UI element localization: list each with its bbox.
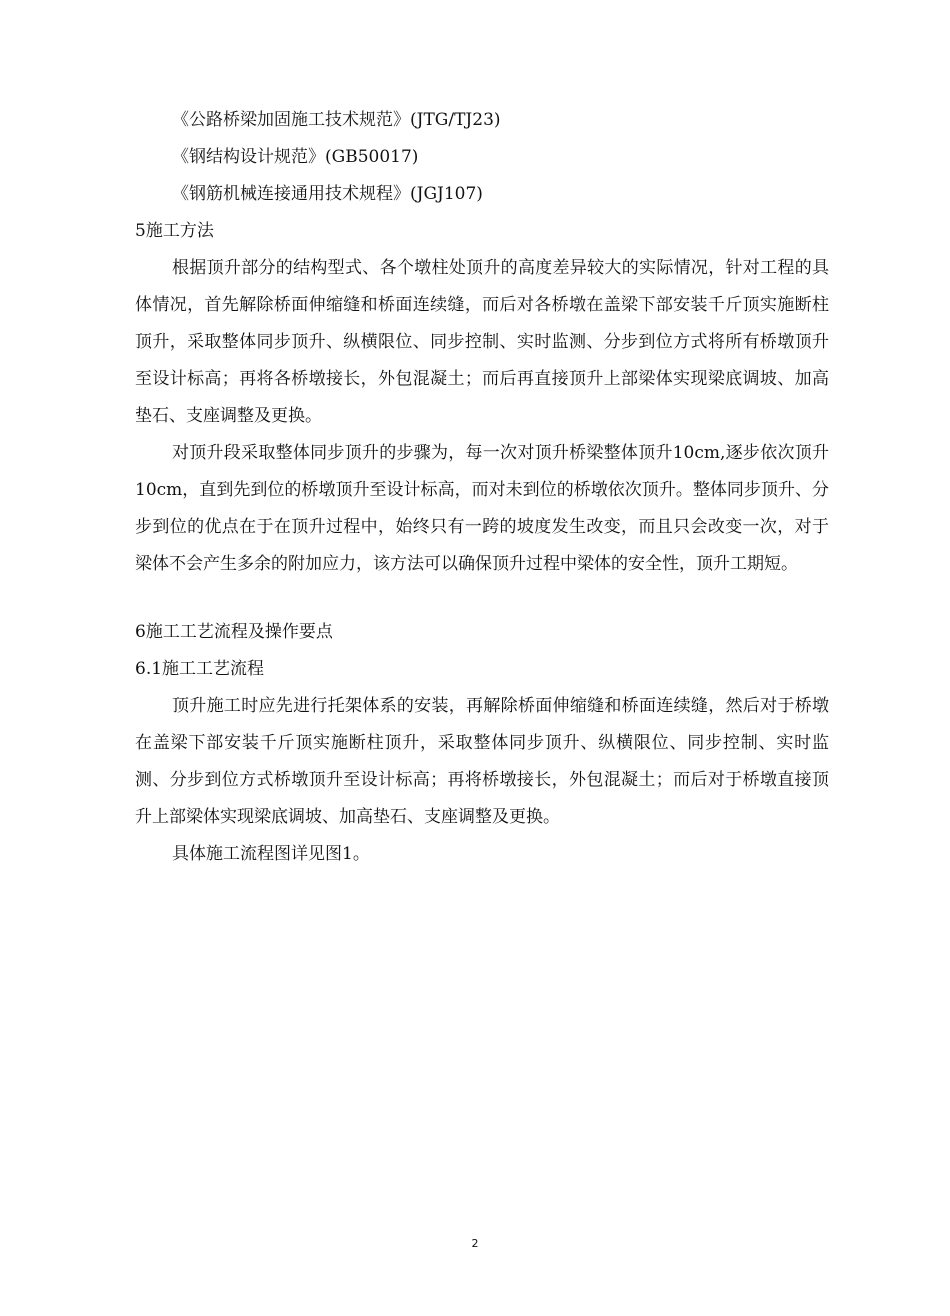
section-5-paragraph-2: 对顶升段采取整体同步顶升的步骤为，每一次对顶升桥梁整体顶升10cm,逐步依次顶升10cm，直到先到位的桥墩顶升至设计标高，而对未到位的桥墩依次顶升。整体同步顶升、分步到位的优点在于在顶升过程中，始终只有一跨的坡度发生改变，而且只会改变一次，对于梁体不会产生多余的附加应力，该方法可以确保顶升过程中梁体的安全性，顶升工期短。 [135, 443, 829, 574]
reference-3: 《钢筋机械连接通用技术规程》(JGJ107) [172, 184, 483, 204]
section-6-heading: 6施工工艺流程及操作要点 [135, 622, 333, 642]
section-6-paragraph-1: 顶升施工时应先进行托架体系的安装，再解除桥面伸缩缝和桥面连续缝，然后对于桥墩在盖梁下部安装千斤顶实施断柱顶升，采取整体同步顶升、纵横限位、同步控制、实时监测、分步到位方式桥墩顶升至设计标高；再将桥墩接长，外包混凝土；而后对于桥墩直接顶升上部梁体实现梁底调坡、加高垫石、支座调整及更换。 [135, 696, 829, 827]
reference-2: 《钢结构设计规范》(GB50017) [172, 147, 419, 167]
section-5-paragraph-1: 根据顶升部分的结构型式、各个墩柱处顶升的高度差异较大的实际情况，针对工程的具体情况，首先解除桥面伸缩缝和桥面连续缝，而后对各桥墩在盖梁下部安装千斤顶实施断柱顶升，采取整体同步顶升、纵横限位、同步控制、实时监测、分步到位方式将所有桥墩顶升至设计标高；再将各桥墩接长，外包混凝土；而后再直接顶升上部梁体实现梁底调坡、加高垫石、支座调整及更换。 [135, 258, 829, 426]
section-6-paragraph-2: 具体施工流程图详见图1。 [172, 844, 370, 864]
reference-1: 《公路桥梁加固施工技术规范》(JTG/TJ23) [172, 110, 501, 130]
page-number: 2 [471, 1237, 479, 1250]
section-6-1-subheading: 6.1施工工艺流程 [135, 659, 265, 679]
section-5-heading: 5施工方法 [135, 221, 214, 241]
